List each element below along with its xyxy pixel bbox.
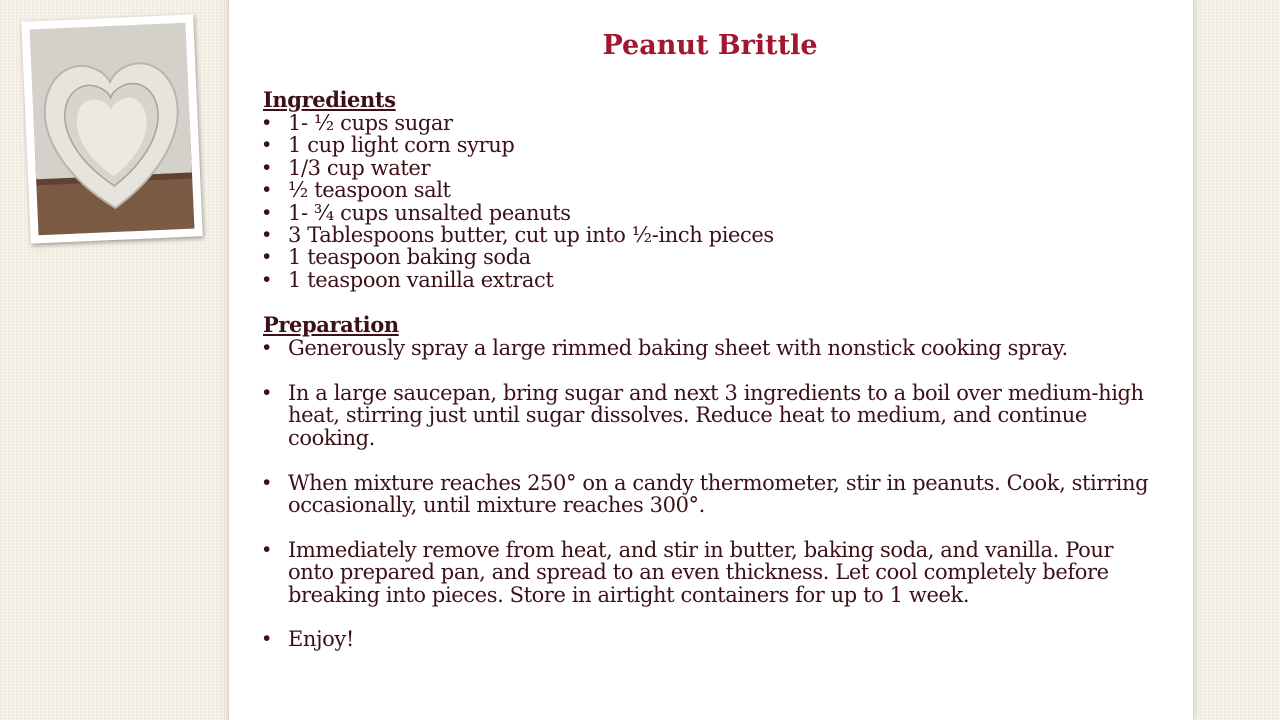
preparation-step xyxy=(263,472,1163,517)
preparation-text: Generously spray a large rimmed baking sheet with nonstick cooking spray. xyxy=(288,336,1068,361)
bullet-icon: • xyxy=(263,245,270,269)
ingredient-item xyxy=(263,246,1163,268)
preparation-text: Immediately remove from heat, and stir in butter, baking soda, and vanilla. Pour onto prepared pan, and spread to an even thickness. Let cool completely before breaking into pieces. Store in airtight containers for up to 1 week. xyxy=(288,537,1114,607)
bullet-icon: • xyxy=(263,381,270,405)
preparation-step xyxy=(263,337,1163,359)
bullet-icon: • xyxy=(263,470,270,494)
photo-frame xyxy=(21,14,203,243)
preparation-heading: Preparation xyxy=(263,312,399,338)
bullet-icon: • xyxy=(263,336,270,360)
bullet-icon: • xyxy=(263,200,270,224)
preparation-text: When mixture reaches 250° on a candy thermometer, stir in peanuts. Cook, stirring occasionally, until mixture reaches 300°. xyxy=(288,470,1149,518)
ingredient-text: ½ teaspoon salt xyxy=(288,178,451,203)
bullet-icon: • xyxy=(263,133,270,157)
preparation-text: Enjoy! xyxy=(288,627,354,652)
ingredient-item xyxy=(263,134,1163,156)
ingredient-text: 1 teaspoon vanilla extract xyxy=(288,267,554,292)
ingredient-item xyxy=(263,224,1163,246)
recipe-content xyxy=(263,88,1163,651)
ingredient-text: 1- ¾ cups unsalted peanuts xyxy=(288,200,571,225)
bullet-icon: • xyxy=(263,111,270,134)
bullet-icon: • xyxy=(263,627,270,651)
heart-dish-photo xyxy=(30,23,195,236)
preparation-step xyxy=(263,382,1163,449)
ingredient-item xyxy=(263,157,1163,179)
ingredient-text: 1 teaspoon baking soda xyxy=(288,245,531,270)
bullet-icon: • xyxy=(263,223,270,247)
ingredient-item xyxy=(263,269,1163,291)
bullet-icon: • xyxy=(263,155,270,179)
bullet-icon: • xyxy=(263,178,270,202)
ingredient-item xyxy=(263,112,1163,134)
ingredient-text: 1- ½ cups sugar xyxy=(288,111,453,135)
bullet-icon: • xyxy=(263,267,270,291)
ingredient-text: 1 cup light corn syrup xyxy=(288,133,515,158)
preparation-step xyxy=(263,628,1163,650)
recipe-title: Peanut Brittle xyxy=(602,30,818,61)
ingredient-item xyxy=(263,202,1163,224)
bullet-icon: • xyxy=(263,537,270,561)
preparation-text: In a large saucepan, bring sugar and next 3 ingredients to a boil over medium-high heat, stirring just until sugar dissolves. Reduce heat to medium, and continue cooking. xyxy=(288,381,1144,450)
ingredients-heading: Ingredients xyxy=(263,87,396,112)
ingredient-text: 1/3 cup water xyxy=(288,155,431,180)
preparation-step xyxy=(263,539,1163,606)
preparation-list xyxy=(263,337,1163,651)
ingredients-list xyxy=(263,112,1163,291)
ingredient-item xyxy=(263,179,1163,201)
ingredient-text: 3 Tablespoons butter, cut up into ½-inch pieces xyxy=(288,223,774,248)
